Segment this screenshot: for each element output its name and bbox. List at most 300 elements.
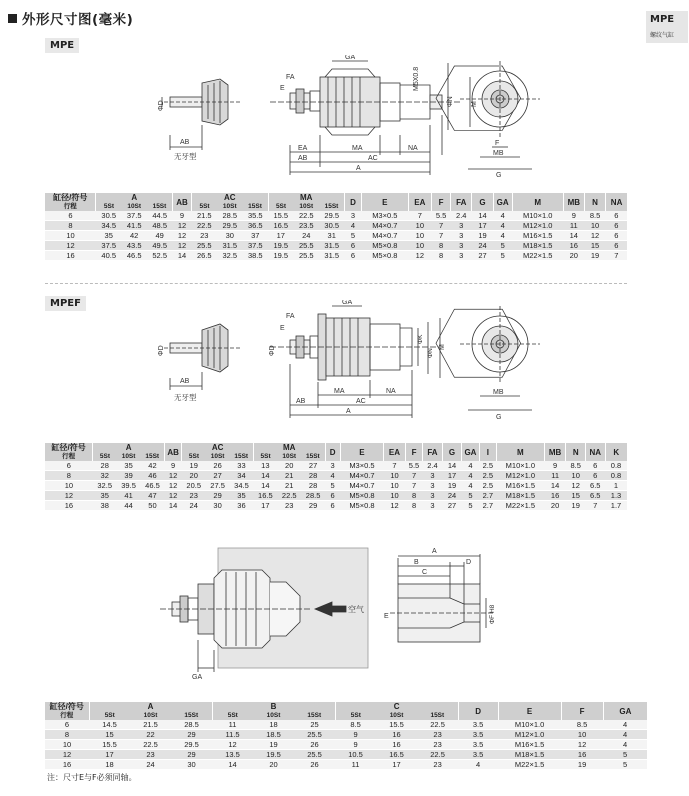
header-na: NA [585, 443, 605, 461]
table-cell: 18 [253, 720, 294, 730]
table-cell: 7 [384, 461, 406, 471]
table-cell: M18×1.5 [496, 491, 544, 501]
header-bore: 缸径/符号 [45, 702, 89, 711]
bore-cell: 10 [45, 481, 93, 491]
header-5st: 5St [96, 202, 121, 211]
table-cell: 5 [603, 750, 647, 760]
bore-cell: 16 [45, 501, 93, 511]
label-a: A [432, 548, 437, 555]
table-cell: 19 [253, 740, 294, 750]
header-10st: 10St [277, 452, 301, 461]
header-10st: 10St [130, 711, 171, 720]
table-cell: 28 [93, 461, 117, 471]
bore-cell: 10 [45, 740, 89, 750]
mpef-spec-table [45, 443, 627, 511]
table-cell: 29.5 [319, 211, 344, 221]
table-cell: 22.5 [417, 720, 458, 730]
table-cell: 1.3 [605, 491, 627, 501]
table-cell: 8 [432, 251, 451, 261]
table-cell: 30 [206, 501, 230, 511]
mpef-side-view [269, 300, 446, 418]
section-divider [45, 283, 627, 284]
label-m: M [471, 101, 478, 107]
table-cell: 26.5 [192, 251, 217, 261]
table-cell: 12 [566, 481, 586, 491]
table-cell: 5.5 [405, 461, 422, 471]
label-na: NA [386, 388, 396, 395]
table-cell: 22.5 [277, 491, 301, 501]
label-e: E [384, 613, 389, 620]
table-cell: 26 [206, 461, 230, 471]
table-cell: 18.5 [253, 730, 294, 740]
table-cell: 16 [563, 241, 584, 251]
table-cell: 19 [561, 760, 603, 770]
table-cell: 27 [206, 471, 230, 481]
table-cell: 13.5 [212, 750, 253, 760]
section-label-mpef: MPEF [45, 296, 86, 311]
label-phi-d2: ΦD [269, 345, 276, 356]
label-phi-d: ΦD [158, 345, 165, 356]
table-cell: 12 [212, 740, 253, 750]
table-cell: 36 [230, 501, 254, 511]
table-cell: 29.5 [217, 221, 242, 231]
table-cell: M16×1.5 [512, 231, 563, 241]
table-cell: 11 [544, 471, 566, 481]
table-cell: 24 [182, 501, 206, 511]
table-cell: 17 [442, 471, 462, 481]
table-cell: 14 [212, 760, 253, 770]
label-thread-note: 无牙型 [174, 393, 197, 402]
table-cell: 20 [253, 760, 294, 770]
table-cell: 4 [462, 461, 479, 471]
table-cell: M4×0.7 [361, 221, 408, 231]
bore-cell: 16 [45, 760, 89, 770]
table-cell: 3 [451, 221, 472, 231]
table-cell: 11 [212, 720, 253, 730]
table-cell: 2.4 [423, 461, 443, 471]
header-i: I [479, 443, 496, 461]
label-ga: GA [345, 55, 356, 61]
header-5st: 5St [93, 452, 117, 461]
table-cell: 4 [603, 720, 647, 730]
table-cell: 35 [117, 461, 141, 471]
table-cell: 10 [408, 231, 431, 241]
table-cell: 5 [493, 241, 512, 251]
table-cell: 28.5 [171, 720, 212, 730]
table-cell: 4 [603, 730, 647, 740]
table-row [45, 241, 627, 251]
header-5st: 5St [192, 202, 217, 211]
label-e: E [280, 85, 285, 92]
header-15st: 15St [141, 452, 165, 461]
table-cell: 37 [243, 231, 268, 241]
table-cell: 4 [344, 221, 361, 231]
table-cell: 31.5 [319, 251, 344, 261]
table-cell: 11.5 [212, 730, 253, 740]
header-n: N [584, 193, 605, 211]
table-cell: 27 [472, 251, 493, 261]
page-title: 外形尺寸图(毫米) [8, 8, 133, 28]
table-cell: 20 [277, 461, 301, 471]
table-cell: 5.5 [432, 211, 451, 221]
table-cell: 8.5 [561, 720, 603, 730]
table-cell: 15.5 [89, 740, 130, 750]
table-cell: 29 [206, 491, 230, 501]
header-15st: 15St [243, 202, 268, 211]
table-cell: 15 [584, 241, 605, 251]
table-cell: 19.5 [268, 241, 293, 251]
label-c: C [422, 569, 428, 576]
label-air: 空气 [348, 605, 364, 614]
label-ma: MA [352, 145, 363, 152]
table-cell: 14.5 [89, 720, 130, 730]
label-ab2: AB [298, 155, 308, 162]
label-e: E [280, 325, 285, 332]
label-ab: AB [180, 139, 190, 146]
table-row [45, 491, 627, 501]
label-b: B [414, 559, 419, 566]
header-5st: 5St [212, 711, 253, 720]
table-cell: 46 [141, 471, 165, 481]
table-cell: 29.5 [171, 740, 212, 750]
badge-subtitle: 螺纹气缸 [650, 32, 675, 39]
table-cell: 1.7 [605, 501, 627, 511]
table-cell: 14 [563, 231, 584, 241]
header-stroke: 行程 [45, 202, 96, 211]
table-cell: 3 [451, 251, 472, 261]
header-g: G [442, 443, 462, 461]
table-cell: 27 [301, 461, 325, 471]
table-cell: 32.5 [93, 481, 117, 491]
table-cell: 16 [376, 740, 417, 750]
table-cell: M22×1.5 [498, 760, 561, 770]
table-cell: 7 [405, 481, 422, 491]
table-cell: 39 [117, 471, 141, 481]
header-stroke: 行程 [45, 711, 89, 720]
table-cell: 21.5 [130, 720, 171, 730]
table-cell: M18×1.5 [498, 750, 561, 760]
table-cell: 20 [563, 251, 584, 261]
table-cell: 34.5 [96, 221, 121, 231]
header-5st: 5St [335, 711, 376, 720]
label-ab2: AB [296, 398, 306, 405]
table-cell: M10×1.0 [496, 461, 544, 471]
table-cell: 23 [182, 491, 206, 501]
table-cell: M5×0.8 [340, 491, 383, 501]
table-cell: 3 [423, 481, 443, 491]
table-cell: 28 [301, 481, 325, 491]
table-cell: 10.5 [335, 750, 376, 760]
mounting-drawing [150, 540, 530, 680]
bore-cell: 16 [45, 251, 96, 261]
table-cell: 19.5 [268, 251, 293, 261]
table-cell: 0.8 [605, 471, 627, 481]
table-cell: 22.5 [130, 740, 171, 750]
table-row [45, 740, 647, 750]
header-m: M [512, 193, 563, 211]
table-cell: 3 [344, 211, 361, 221]
table-cell: 7 [606, 251, 627, 261]
table-cell: 6 [585, 471, 605, 481]
table-cell: 22.5 [192, 221, 217, 231]
mounting-spec-table [45, 702, 647, 770]
mpe-table-body [45, 211, 627, 261]
table-cell: 3 [423, 501, 443, 511]
header-bore: 缸径/符号 [45, 443, 93, 452]
header-15st: 15St [301, 452, 325, 461]
header-d: D [458, 702, 498, 720]
table-row [45, 501, 627, 511]
header-a: A [93, 443, 165, 452]
table-cell: 18 [89, 760, 130, 770]
header-e: E [498, 702, 561, 720]
table-cell: 16 [544, 491, 566, 501]
table-cell: 37.5 [96, 241, 121, 251]
table-cell: 47 [141, 491, 165, 501]
table-row [45, 221, 627, 231]
table-cell: 39.5 [117, 481, 141, 491]
table-cell: 3.5 [458, 750, 498, 760]
table-cell: 3.5 [458, 740, 498, 750]
table-cell: 25.5 [294, 251, 319, 261]
table-cell: 5 [603, 760, 647, 770]
header-15st: 15St [147, 202, 173, 211]
table-cell: 22.5 [294, 211, 319, 221]
table-cell: 4 [462, 481, 479, 491]
table-cell: 19.5 [253, 750, 294, 760]
table-cell: 21.5 [192, 211, 217, 221]
header-ab: AB [164, 443, 181, 461]
table-cell: 2.4 [451, 211, 472, 221]
table-cell: 7 [432, 231, 451, 241]
table-cell: 34.5 [230, 481, 254, 491]
table-cell: 30.5 [319, 221, 344, 231]
table-cell: M16×1.5 [498, 740, 561, 750]
table-cell: 40.5 [96, 251, 121, 261]
header-ac: AC [182, 443, 254, 452]
table-cell: 6 [344, 251, 361, 261]
table-cell: 20 [544, 501, 566, 511]
table-cell: M4×0.7 [340, 471, 383, 481]
mpe-spec-table [45, 193, 627, 261]
table-cell: 22.5 [417, 750, 458, 760]
table-cell: 23.5 [294, 221, 319, 231]
header-ab: AB [172, 193, 191, 211]
bore-cell: 12 [45, 491, 93, 501]
table-row [45, 461, 627, 471]
table-cell: 23 [130, 750, 171, 760]
table-cell: 42 [121, 231, 146, 241]
header-fa: FA [451, 193, 472, 211]
header-15st: 15St [417, 711, 458, 720]
table-cell: 21 [277, 471, 301, 481]
table-cell: 25.5 [294, 241, 319, 251]
header-15st: 15St [230, 452, 254, 461]
table-cell: 23 [417, 730, 458, 740]
table-cell: 15.5 [268, 211, 293, 221]
table-cell: M12×1.0 [496, 471, 544, 481]
header-15st: 15St [294, 711, 335, 720]
header-a: A [96, 193, 172, 202]
table-cell: M10×1.0 [512, 211, 563, 221]
mounting-side-view [160, 548, 368, 680]
table-cell: 44 [117, 501, 141, 511]
mpe-drawing [150, 55, 550, 185]
table-cell: 7 [408, 211, 431, 221]
table-cell: 3.5 [458, 720, 498, 730]
header-10st: 10St [217, 202, 242, 211]
header-10st: 10St [121, 202, 146, 211]
table-cell: 8 [432, 241, 451, 251]
mpe-end-view [436, 61, 540, 179]
table-cell: 3 [451, 241, 472, 251]
table-cell: 52.5 [147, 251, 173, 261]
table-cell: 15.5 [376, 720, 417, 730]
series-badge [646, 11, 688, 43]
table-cell: 35 [96, 231, 121, 241]
table-cell: 28.5 [301, 491, 325, 501]
header-d: D [325, 443, 340, 461]
table-cell: 1 [605, 481, 627, 491]
header-e: E [361, 193, 408, 211]
header-na: NA [606, 193, 627, 211]
label-mb: MB [493, 150, 504, 157]
table-cell: 9 [335, 730, 376, 740]
table-cell: 10 [408, 241, 431, 251]
table-cell: 5 [344, 231, 361, 241]
label-phi-d: ΦD [158, 100, 165, 111]
table-cell: 17 [376, 760, 417, 770]
table-cell: 31.5 [217, 241, 242, 251]
table-cell: 10 [408, 221, 431, 231]
table-cell: 38.5 [243, 251, 268, 261]
table-cell: 12 [164, 491, 181, 501]
table-cell: 2.5 [479, 481, 496, 491]
table-cell: M4×0.7 [340, 481, 383, 491]
table-row [45, 471, 627, 481]
table-cell: 15 [566, 491, 586, 501]
label-mb: MB [493, 389, 504, 396]
label-a: A [356, 165, 361, 172]
table-cell: 19 [472, 231, 493, 241]
label-ga: GA [342, 300, 353, 306]
label-ma: MA [334, 388, 345, 395]
table-cell: 31.5 [319, 241, 344, 251]
table-cell: 26 [294, 740, 335, 750]
header-f: F [561, 702, 603, 720]
mounting-table-body [45, 720, 647, 770]
table-cell: 4 [493, 231, 512, 241]
header-mb: MB [563, 193, 584, 211]
table-cell: 14 [442, 461, 462, 471]
bore-cell: 12 [45, 241, 96, 251]
table-cell: 7 [405, 471, 422, 481]
bore-cell: 6 [45, 461, 93, 471]
table-cell: 5 [493, 251, 512, 261]
header-f: F [405, 443, 422, 461]
table-cell: 6 [606, 231, 627, 241]
table-cell: 9 [335, 740, 376, 750]
table-cell: 24 [472, 241, 493, 251]
table-cell: 0.8 [605, 461, 627, 471]
table-cell: 49.5 [147, 241, 173, 251]
header-e: E [340, 443, 383, 461]
label-ab: AB [180, 378, 190, 385]
mounting-port-section [384, 548, 496, 642]
table-cell: 32 [93, 471, 117, 481]
label-na: NA [408, 145, 418, 152]
table-cell: M5×0.8 [361, 241, 408, 251]
bore-cell: 10 [45, 231, 96, 241]
label-g: G [496, 172, 502, 179]
table-row [45, 720, 647, 730]
table-cell: 12 [172, 221, 191, 231]
table-cell: 4 [603, 740, 647, 750]
table-row [45, 750, 647, 760]
table-cell: 30 [171, 760, 212, 770]
table-cell: 32.5 [217, 251, 242, 261]
header-stroke: 行程 [45, 452, 93, 461]
header-ea: EA [384, 443, 406, 461]
header-ga: GA [603, 702, 647, 720]
table-cell: M3×0.5 [361, 211, 408, 221]
table-cell: 13 [253, 461, 277, 471]
table-cell: M4×0.7 [361, 231, 408, 241]
header-ma: MA [268, 193, 344, 202]
header-ma: MA [253, 443, 325, 452]
table-row [45, 730, 647, 740]
table-row [45, 251, 627, 261]
table-cell: 22 [130, 730, 171, 740]
table-cell: 28 [301, 471, 325, 481]
table-cell: M12×1.0 [498, 730, 561, 740]
table-cell: 26 [294, 760, 335, 770]
mpef-table-body [45, 461, 627, 511]
table-cell: 9 [172, 211, 191, 221]
table-cell: 29 [301, 501, 325, 511]
table-cell: 20.5 [182, 481, 206, 491]
table-cell: 9 [563, 211, 584, 221]
table-cell: 12 [172, 231, 191, 241]
table-cell: 10 [384, 491, 406, 501]
table-cell: 14 [172, 251, 191, 261]
table-cell: 14 [544, 481, 566, 491]
badge-code: MPE [650, 14, 675, 25]
table-cell: 43.5 [121, 241, 146, 251]
label-phi-f: ΦF H8 [489, 604, 496, 624]
table-cell: 19 [584, 251, 605, 261]
table-cell: 19 [182, 461, 206, 471]
table-cell: 24 [130, 760, 171, 770]
label-ac: AC [368, 155, 378, 162]
table-cell: 27 [442, 501, 462, 511]
table-cell: 2.5 [479, 461, 496, 471]
table-cell: 15 [89, 730, 130, 740]
table-cell: 5 [462, 501, 479, 511]
header-10st: 10St [294, 202, 319, 211]
table-cell: 12 [164, 471, 181, 481]
header-ac: AC [192, 193, 268, 202]
header-10st: 10St [117, 452, 141, 461]
table-cell: 17 [268, 231, 293, 241]
table-cell: 16 [376, 730, 417, 740]
table-cell: M22×1.5 [496, 501, 544, 511]
table-cell: 44.5 [147, 211, 173, 221]
table-cell: 33 [230, 461, 254, 471]
table-cell: 35.5 [243, 211, 268, 221]
bore-cell: 8 [45, 730, 89, 740]
header-10st: 10St [376, 711, 417, 720]
